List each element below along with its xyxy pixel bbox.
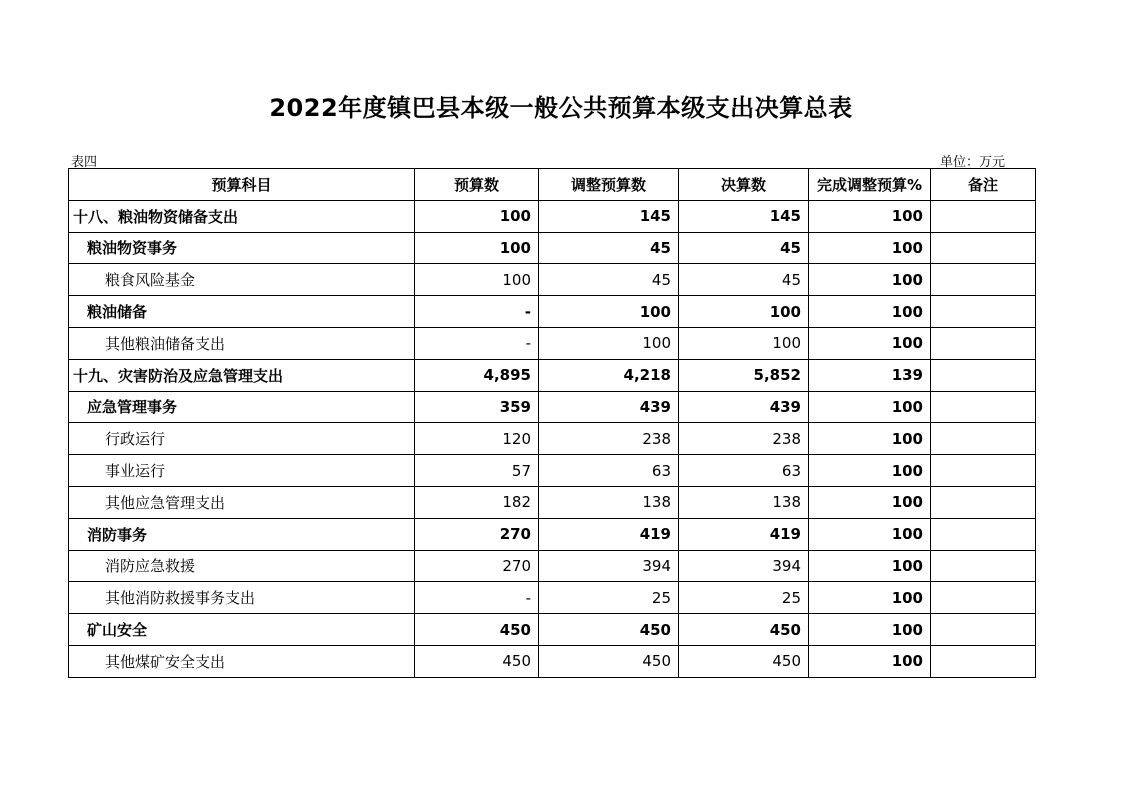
subject-cell: 粮油储备 <box>69 296 415 328</box>
note-cell <box>931 327 1036 359</box>
adjusted-budget-cell: 4,218 <box>539 359 679 391</box>
adjusted-budget-cell: 439 <box>539 391 679 423</box>
budget-cell: 100 <box>415 232 539 264</box>
adjusted-budget-cell: 450 <box>539 645 679 677</box>
final-account-cell: 394 <box>679 550 809 582</box>
completion-rate-cell: 100 <box>809 264 931 296</box>
note-cell <box>931 264 1036 296</box>
table-row <box>69 518 1036 550</box>
budget-cell: 359 <box>415 391 539 423</box>
note-cell <box>931 550 1036 582</box>
final-account-cell: 5,852 <box>679 359 809 391</box>
completion-rate-cell: 100 <box>809 614 931 646</box>
completion-rate-cell: 139 <box>809 359 931 391</box>
adjusted-budget-cell: 100 <box>539 327 679 359</box>
header-completion-rate: 完成调整预算% <box>809 169 931 201</box>
budget-cell: - <box>415 327 539 359</box>
subject-cell: 事业运行 <box>69 455 415 487</box>
budget-cell: 100 <box>415 264 539 296</box>
header-note: 备注 <box>931 169 1036 201</box>
subject-cell: 消防应急救援 <box>69 550 415 582</box>
budget-cell: 270 <box>415 550 539 582</box>
note-cell <box>931 423 1036 455</box>
subject-cell: 其他粮油储备支出 <box>69 327 415 359</box>
adjusted-budget-cell: 45 <box>539 232 679 264</box>
table-row <box>69 614 1036 646</box>
subject-cell: 粮油物资事务 <box>69 232 415 264</box>
final-account-cell: 63 <box>679 455 809 487</box>
table-row <box>69 232 1036 264</box>
table-row <box>69 327 1036 359</box>
final-account-cell: 138 <box>679 486 809 518</box>
subject-cell: 粮食风险基金 <box>69 264 415 296</box>
table-row <box>69 391 1036 423</box>
final-account-cell: 25 <box>679 582 809 614</box>
table-row <box>69 359 1036 391</box>
adjusted-budget-cell: 145 <box>539 200 679 232</box>
table-row <box>69 486 1036 518</box>
adjusted-budget-cell: 450 <box>539 614 679 646</box>
table-row <box>69 296 1036 328</box>
final-account-cell: 45 <box>679 264 809 296</box>
completion-rate-cell: 100 <box>809 391 931 423</box>
note-cell <box>931 645 1036 677</box>
completion-rate-cell: 100 <box>809 518 931 550</box>
table-row <box>69 200 1036 232</box>
table-header-row <box>69 169 1036 201</box>
final-account-cell: 450 <box>679 645 809 677</box>
adjusted-budget-cell: 25 <box>539 582 679 614</box>
final-account-cell: 439 <box>679 391 809 423</box>
note-cell <box>931 614 1036 646</box>
note-cell <box>931 232 1036 264</box>
header-adjusted-budget: 调整预算数 <box>539 169 679 201</box>
note-cell <box>931 518 1036 550</box>
note-cell <box>931 200 1036 232</box>
final-account-cell: 145 <box>679 200 809 232</box>
note-cell <box>931 359 1036 391</box>
budget-cell: - <box>415 296 539 328</box>
table-row <box>69 645 1036 677</box>
final-account-cell: 238 <box>679 423 809 455</box>
completion-rate-cell: 100 <box>809 327 931 359</box>
table-row <box>69 423 1036 455</box>
header-final-account: 决算数 <box>679 169 809 201</box>
expenditure-table <box>68 168 1036 678</box>
adjusted-budget-cell: 238 <box>539 423 679 455</box>
budget-cell: 100 <box>415 200 539 232</box>
budget-cell: 450 <box>415 645 539 677</box>
adjusted-budget-cell: 63 <box>539 455 679 487</box>
completion-rate-cell: 100 <box>809 645 931 677</box>
header-subject: 预算科目 <box>69 169 415 201</box>
completion-rate-cell: 100 <box>809 232 931 264</box>
completion-rate-cell: 100 <box>809 423 931 455</box>
subject-cell: 行政运行 <box>69 423 415 455</box>
adjusted-budget-cell: 138 <box>539 486 679 518</box>
adjusted-budget-cell: 394 <box>539 550 679 582</box>
table-row <box>69 264 1036 296</box>
completion-rate-cell: 100 <box>809 200 931 232</box>
page-title: 2022年度镇巴县本级一般公共预算本级支出决算总表 <box>269 94 853 122</box>
header-budget: 预算数 <box>415 169 539 201</box>
final-account-cell: 100 <box>679 327 809 359</box>
budget-cell: 270 <box>415 518 539 550</box>
subject-cell: 消防事务 <box>69 518 415 550</box>
budget-cell: 182 <box>415 486 539 518</box>
note-cell <box>931 486 1036 518</box>
completion-rate-cell: 100 <box>809 582 931 614</box>
budget-cell: 4,895 <box>415 359 539 391</box>
subject-cell: 其他消防救援事务支出 <box>69 582 415 614</box>
table-label: 表四 <box>71 155 98 170</box>
final-account-cell: 45 <box>679 232 809 264</box>
subject-cell: 应急管理事务 <box>69 391 415 423</box>
final-account-cell: 450 <box>679 614 809 646</box>
completion-rate-cell: 100 <box>809 486 931 518</box>
completion-rate-cell: 100 <box>809 550 931 582</box>
note-cell <box>931 582 1036 614</box>
completion-rate-cell: 100 <box>809 455 931 487</box>
subject-cell: 十八、粮油物资储备支出 <box>69 200 415 232</box>
note-cell <box>931 391 1036 423</box>
note-cell <box>931 296 1036 328</box>
completion-rate-cell: 100 <box>809 296 931 328</box>
table-row <box>69 582 1036 614</box>
budget-cell: 450 <box>415 614 539 646</box>
adjusted-budget-cell: 45 <box>539 264 679 296</box>
budget-cell: - <box>415 582 539 614</box>
subject-cell: 矿山安全 <box>69 614 415 646</box>
subject-cell: 其他煤矿安全支出 <box>69 645 415 677</box>
subject-cell: 其他应急管理支出 <box>69 486 415 518</box>
note-cell <box>931 455 1036 487</box>
table-row <box>69 550 1036 582</box>
final-account-cell: 419 <box>679 518 809 550</box>
table-row <box>69 455 1036 487</box>
budget-cell: 120 <box>415 423 539 455</box>
adjusted-budget-cell: 419 <box>539 518 679 550</box>
table-body <box>69 200 1036 677</box>
final-account-cell: 100 <box>679 296 809 328</box>
budget-cell: 57 <box>415 455 539 487</box>
subject-cell: 十九、灾害防治及应急管理支出 <box>69 359 415 391</box>
adjusted-budget-cell: 100 <box>539 296 679 328</box>
unit-label: 单位：万元 <box>940 155 1006 170</box>
